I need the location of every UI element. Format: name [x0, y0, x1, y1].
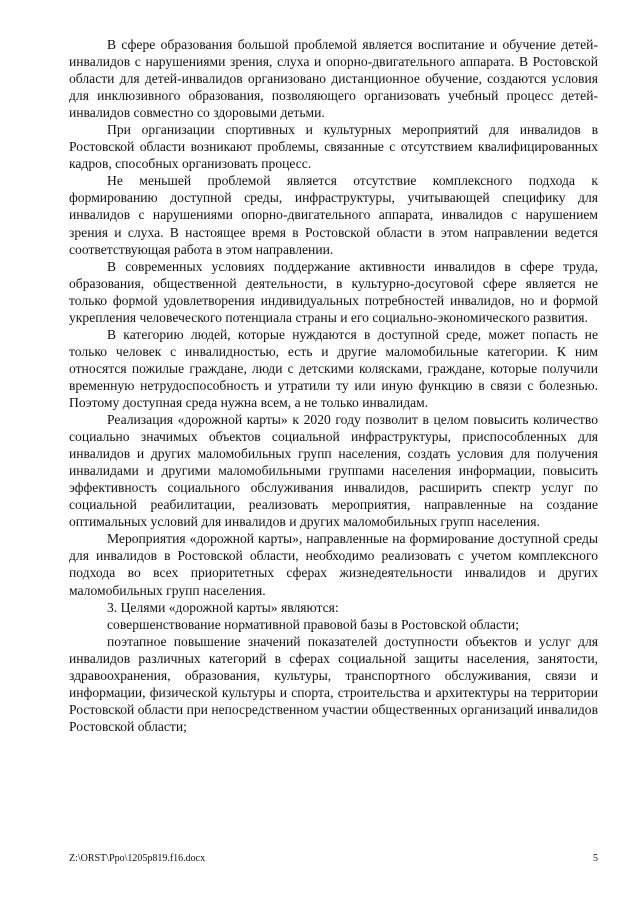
paragraph-goals-heading: 3. Целями «дорожной карты» являются:: [107, 599, 339, 615]
paragraph-roadmap-measures: Мероприятия «дорожной карты», направленные на формирование доступной среды для инвалидов в Ростовской области, необходимо реализовать с учетом комплексного подхода во всех приоритетных сферах жизнедеятельности инвалидов и других маломобильных групп населения.: [69, 531, 598, 598]
paragraph-goal-legal-base: совершенствование нормативной правовой базы в Ростовской области;: [107, 616, 519, 632]
paragraph-modern-conditions: В современных условиях поддержание активности инвалидов в сфере труда, образования, общественной деятельности, в культурно-досуговой сфере является не только формой удовлетворения индивидуальных потребностей инвалидов, но и формой укрепления человеческого потенциала страны и его социально-экономического развития.: [69, 258, 598, 325]
paragraph-roadmap-implementation: Реализация «дорожной карты» к 2020 году позволит в целом повысить количество социально значимых объектов социальной инфраструктуры, приспособленных для инвалидов и других маломобильных групп населения, создать условия для получения инвалидами и другими маломобильными группами населения информации, повысить эффективность социального обслуживания инвалидов, расширить спектр услуг по социальной реабилитации, реализовать мероприятия, направленные на создание оптимальных условий для инвалидов и других маломобильных групп населения.: [69, 412, 598, 530]
paragraph-accessible-environment: В категорию людей, которые нуждаются в доступной среде, может попасть не только человек с инвалидностью, есть и другие маломобильные категории. К ним относятся пожилые граждане, люди с детскими колясками, граждане, которые получили временную нетрудоспособность и утратили ту или иную функцию в связи с болезнью. Поэтому доступная среда нужна всем, а не только инвалидам.: [69, 326, 598, 410]
page-number: 5: [593, 853, 598, 864]
document-body: [69, 36, 598, 735]
paragraph-education: В сфере образования большой проблемой является воспитание и обучение детей-инвалидов с нарушениями зрения, слуха и опорно-двигательного аппарата. В Ростовской области для детей-инвалидов организовано дистанционное обучение, создаются условия для инклюзивного образования, позволяющего организовать учебный процесс детей-инвалидов совместно со здоровыми детьми.: [69, 37, 598, 121]
paragraph-goal-accessibility: поэтапное повышение значений показателей доступности объектов и услуг для инвалидов различных категорий в сферах социальной защиты населения, занятости, здравоохранения, образования, культуры, транспортного обслуживания, связи и информации, физической культуры и спорта, строительства и архитектуры на территории Ростовской области при непосредственном участии общественных организаций инвалидов Ростовской области;: [69, 633, 598, 734]
paragraph-sports-culture: При организации спортивных и культурных мероприятий для инвалидов в Ростовской области возникают проблемы, связанные с отсутствием квалифицированных кадров, способных организовать процесс.: [69, 122, 598, 172]
paragraph-comprehensive-approach: Не меньшей проблемой является отсутствие комплексного подхода к формированию доступной среды, инфраструктуры, учитывающей специфику для инвалидов с нарушениями опорно-двигательного аппарата, инвалидов с нарушением зрения и слуха. В настоящее время в Ростовской области в этом направлении ведется соответствующая работа в этом направлении.: [69, 173, 598, 257]
footer-file-path: Z:\ORST\Ppo\1205p819.f16.docx: [69, 853, 206, 864]
